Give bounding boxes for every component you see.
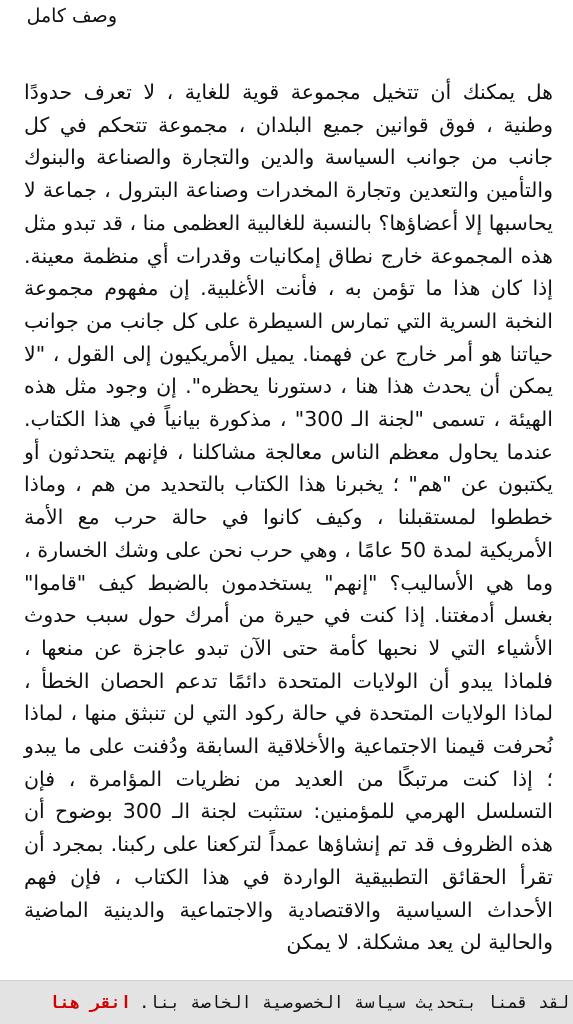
section-title: وصف كامل: [26, 5, 117, 27]
description-text: هل يمكنك أن تتخيل مجموعة قوية للغاية ، لا تعرف حدودًا وطنية ، فوق قوانين جميع البلدان ، مجموعة تتحكم في كل جانب من جوانب السياسة والدين والتجارة والصناعة والبنوك والتأمين والتعدين وتجارة المخدرات وصناعة البترول ، جماعة لا يحاسبها إلا أعضاؤها؟ بالنسبة للغالبية العظمى منا ، قد تبدو مثل هذه المجموعة خارج نطاق إمكانيات وقدرات أي منظمة معينة. إذا كان هذا ما تؤمن به ، فأنت الأغلبية. إن مفهوم مجموعة النخبة السرية التي تمارس السيطرة على كل جانب من جوانب حياتنا هو أمر خارج عن فهمنا. يميل الأمريكيون إلى القول ، "لا يمكن أن يحدث هذا هنا ، دستورنا يحظره". إن وجود مثل هذه الهيئة ، تسمى "لجنة الـ 300" ، مذكورة بيانياً في هذا الكتاب. عندما يحاول معظم الناس معالجة مشاكلنا ، فإنهم يتحدثون أو يكتبون عن "هم" ؛ يخبرنا هذا الكتاب بالتحديد من هم ، وماذا خططوا لمستقبلنا ، وكيف كانوا في حالة حرب مع الأمة الأمريكية لمدة 50 عامًا ، وهي حرب نحن على وشك الخسارة ، وما هي الأساليب؟ "إنهم" يستخدمون بالضبط كيف "قاموا" بغسل أدمغتنا. إذا كنت في حيرة من أمرك حول سبب حدوث الأشياء التي لا نحبها كأمة حتى الآن تبدو عاجزة عن منعها ، فلماذا يبدو أن الولايات المتحدة دائمًا تدعم الحصان الخطأ ، لماذا الولايات المتحدة في حالة ركود التي لن تنبثق منها ، لماذا نُحرفت قيمنا الاجتماعية والأخلاقية السابقة ودُفنت على ما يبدو ؛ إذا كنت مرتبكًا من العديد من نظريات المؤامرة ، فإن التسلسل الهرمي للمؤمنين: ستثبت لجنة الـ 300 بوضوح أن هذه الظروف قد تم إنشاؤها عمداً لتركعنا على ركبنا. بمجرد أن تقرأ الحقائق التطبيقية الواردة في هذا الكتاب ، فإن فهم الأحداث السياسية والاقتصادية والاجتماعية والدينية الماضية والحالية لن يعد مشكلة. لا يمكن: [24, 80, 554, 955]
privacy-update-banner: [0, 980, 573, 1024]
privacy-click-here-link[interactable]: انقر هنا: [49, 992, 132, 1013]
privacy-banner-message: لقد قمنا بتحديث سياسة الخصوصية الخاصة بنا.: [139, 992, 569, 1013]
